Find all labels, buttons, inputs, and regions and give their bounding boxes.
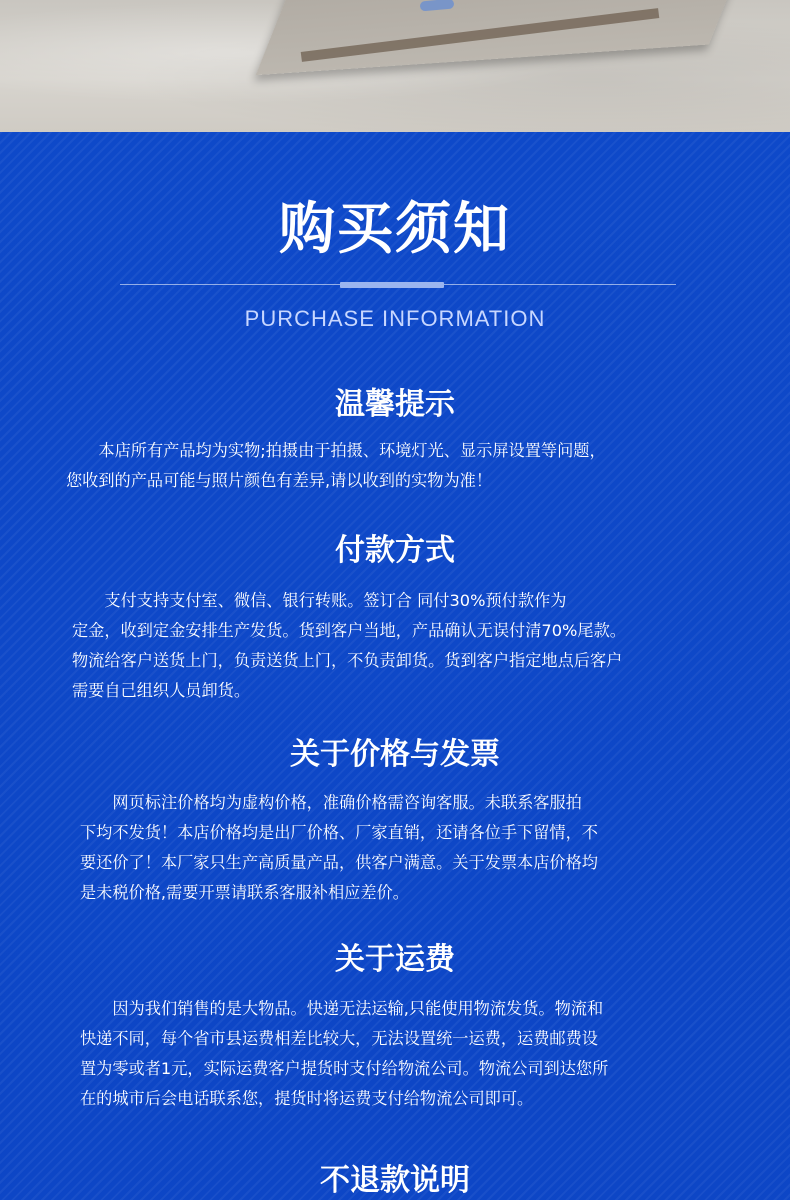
product-photo bbox=[0, 0, 790, 132]
page-title: 购买须知 bbox=[279, 197, 511, 262]
title-divider-accent bbox=[340, 282, 444, 288]
section-title-price-invoice: 关于价格与发票 bbox=[290, 737, 500, 772]
section-body-payment: 支付支持支付室、微信、银行转账。签订合 同付30%预付款作为 定金，收到定金安排生产发货。货到客户当地，产品确认无误付清70%尾款。 物流给客户送货上门，负责送货上门，不负责卸货。货到客户指定地点后客户 需要自己组织人员卸货。 bbox=[72, 591, 626, 700]
section-body-warm-tips: 本店所有产品均为实物;拍摄由于拍摄、环境灯光、显示屏设置等问题， 您收到的产品可能与照片颜色有差异,请以收到的实物为准！ bbox=[66, 441, 606, 490]
section-title-no-refund: 不退款说明 bbox=[320, 1163, 470, 1198]
section-title-shipping: 关于运费 bbox=[335, 942, 455, 977]
section-body-price-invoice: 网页标注价格均为虚构价格，准确价格需咨询客服。未联系客服拍 下均不发货！本店价格均是出厂价格、厂家直销，还请各位手下留情，不 要还价了！本厂家只生产高质量产品，供客户满意。关于发票本店价格均 是未税价格,需要开票请联系客服补相应差价。 bbox=[80, 793, 598, 902]
section-title-warm-tips: 温馨提示 bbox=[335, 387, 455, 422]
section-title-payment: 付款方式 bbox=[335, 533, 455, 568]
metal-plate-image bbox=[256, 0, 765, 75]
purchase-info-panel bbox=[0, 132, 790, 1200]
section-body-shipping: 因为我们销售的是大物品。快递无法运输,只能使用物流发货。物流和 快递不同，每个省市县运费相差比较大，无法设置统一运费，运费邮费设 置为零或者1元，实际运费客户提货时支付给物流公司。物流公司到达您所 在的城市后会电话联系您，提货时将运费支付给物流公司即可。 bbox=[80, 999, 609, 1108]
page-subtitle: PURCHASE INFORMATION bbox=[244, 306, 546, 331]
